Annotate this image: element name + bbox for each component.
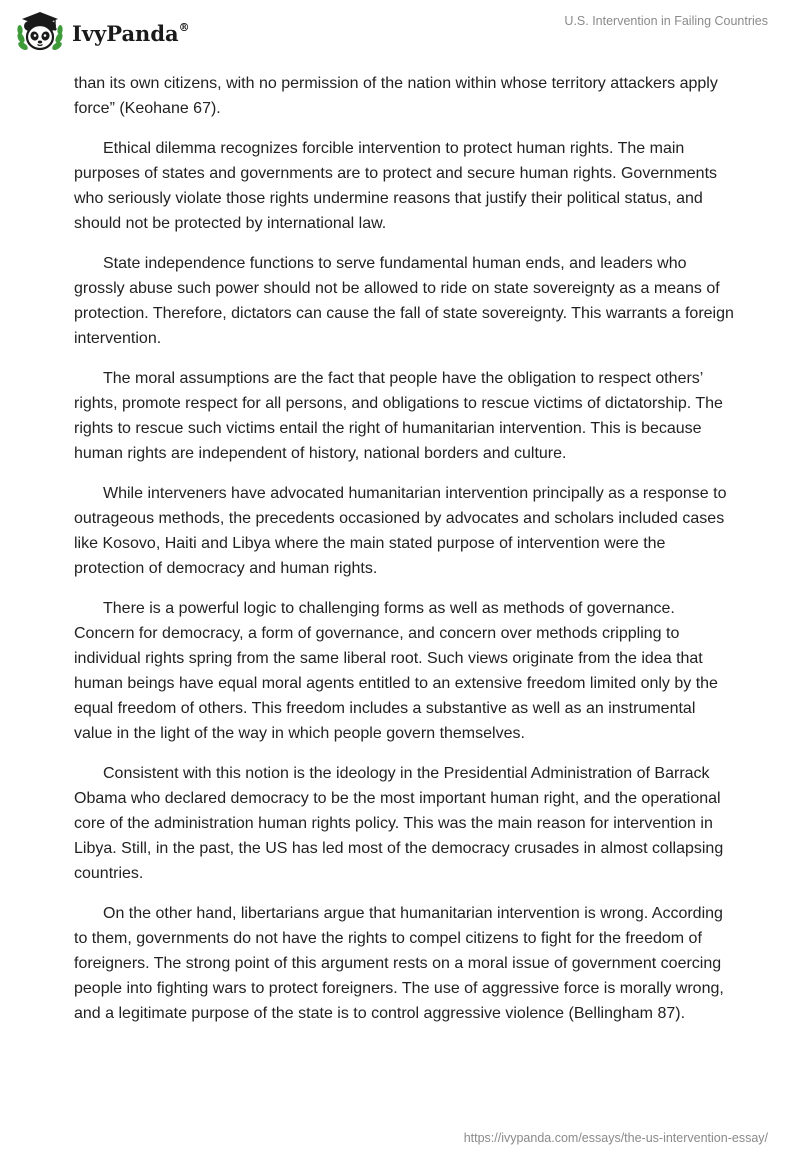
page-header (0, 0, 800, 64)
brand-name (72, 21, 190, 46)
paragraph: Consistent with this notion is the ideology in the Presidential Administration of Barrack Obama who declared democracy to be the most important human right, and the operational core of the administration human rights policy. This was the main reason for intervention in Libya. Still, in the past, the US has led most of the democracy crusades in almost collapsing countries. (74, 765, 724, 882)
document-title: U.S. Intervention in Failing Countries (564, 14, 768, 28)
paragraph: Ethical dilemma recognizes forcible intervention to protect human rights. The main purposes of states and governments are to protect and secure human rights. Governments who seriously violate those rights undermine reasons that justify their political status, and should not be protected by international law. (74, 140, 718, 232)
brand-name-text: IvyPanda (72, 20, 179, 46)
source-url-link[interactable]: https://ivypanda.com/essays/the-us-intervention-essay/ (463, 1131, 768, 1145)
paragraph: While interveners have advocated humanitarian intervention principally as a response to outrageous methods, the precedents occasioned by advocates and scholars included cases like Kosovo, Haiti and Libya where the main stated purpose of intervention were the protection of democracy and human rights. (74, 485, 727, 577)
paragraph: There is a powerful logic to challenging forms as well as methods of governance. Concern for democracy, a form of governance, and concern over methods crippling to individual rights spring from the same liberal root. Such views originate from the idea that human beings have equal moral agents entitled to an extensive freedom limited only by the equal freedom of others. This freedom includes a substantive as well as an instrumental value in the light of the way in which people govern themselves. (74, 600, 718, 742)
paragraph: than its own citizens, with no permission of the nation within whose territory attackers apply force” (Keohane 67). (74, 75, 718, 117)
paragraph: State independence functions to serve fundamental human ends, and leaders who grossly abuse such power should not be allowed to ride on state sovereignty as a means of protection. Therefore, dictators can cause the fall of state sovereignty. This warrants a foreign intervention. (74, 255, 734, 347)
essay-body (74, 71, 734, 1041)
paragraph: The moral assumptions are the fact that people have the obligation to respect others’ rights, promote respect for all persons, and obligations to rescue victims of dictatorship. The rights to rescue such victims entail the right of humanitarian intervention. This is because human rights are independent of history, national borders and culture. (74, 370, 723, 462)
registered-mark: ® (178, 20, 190, 34)
panda-graduate-icon (14, 8, 66, 54)
paragraph: On the other hand, libertarians argue that humanitarian intervention is wrong. According to them, governments do not have the rights to compel citizens to fight for the freedom of foreigners. The strong point of this argument rests on a moral issue of government coercing people into fighting wars to protect foreigners. The use of aggressive force is morally wrong, and a legitimate purpose of the state is to control aggressive violence (Bellingham 87). (74, 905, 724, 1022)
brand-logo[interactable] (14, 8, 190, 54)
